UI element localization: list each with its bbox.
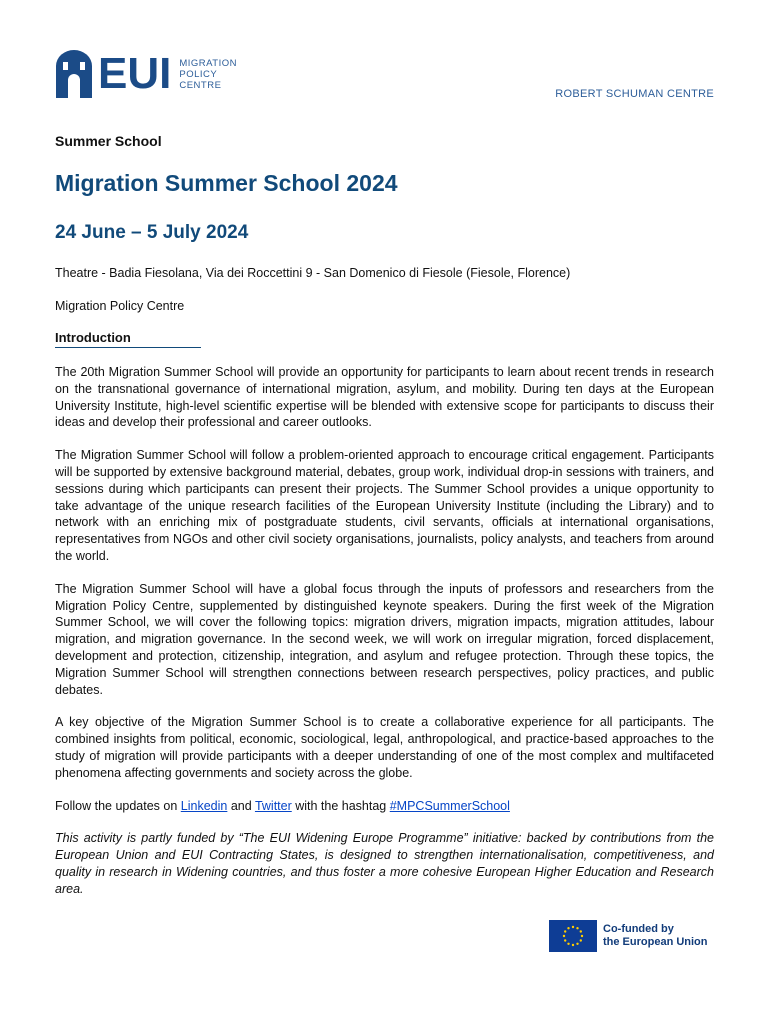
paragraph: A key objective of the Migration Summer School is to create a collaborative experience for all participants. The combined insights from political, economic, sociological, legal, anthropological, and practice-based approaches to the study of migration will provide participants with a deeper understanding of one of the most complex and multifaceted phenomena affecting governments and society across the globe. — [55, 715, 714, 780]
eui-logo — [54, 50, 237, 98]
eu-flag-icon — [549, 920, 597, 952]
eu-star-icon — [564, 930, 566, 932]
event-organiser: Migration Policy Centre — [55, 299, 185, 313]
paragraph: The Migration Summer School will follow a problem-oriented approach to encourage critical engagement. Participants will be supported by extensive background material, debates, group work, individual drop-in sessions with trainers, and sessions during which participants can present their projects. The Summer School provides a unique opportunity to take advantage of the unique research facilities of the European University Institute (including the Library) and to network with an enriching mix of postgraduate students, civil servants, officials at international organisations, representatives from NGOs and other civil society organisations, journalists, policy analysts, and teachers from around the world. — [55, 448, 714, 563]
eu-star-icon — [580, 939, 582, 941]
eu-star-icon — [567, 943, 569, 945]
linkedin-link[interactable]: Linkedin — [180, 798, 228, 813]
follow-prefix: Follow the updates on — [55, 798, 181, 813]
event-venue: Theatre - Badia Fiesolana, Via dei Roccettini 9 - San Domenico di Fiesole (Fiesole, Florence) — [55, 266, 571, 280]
eu-star-icon — [564, 939, 566, 941]
eu-star-icon — [581, 935, 583, 937]
eu-star-icon — [576, 927, 578, 929]
introduction-heading: Introduction — [55, 330, 201, 348]
logo-subtitle-line: POLICY — [179, 68, 218, 80]
eu-badge-line: Co-funded by — [603, 923, 674, 935]
robert-schuman-centre-label: ROBERT SCHUMAN CENTRE — [555, 88, 714, 100]
logo-text: EUI — [98, 49, 172, 98]
eu-star-icon — [580, 930, 582, 932]
eyebrow-label: Summer School — [55, 133, 162, 149]
eu-cofunded-badge — [549, 920, 708, 952]
funding-note: This activity is partly funded by “The EUI Widening Europe Programme” initiative: backed by contributions from the European Union and EUI Contracting States, is designed to strengthen internationalisation, competitiveness, and quality in research in Widening countries, and thus foster a more cohesive European Higher Education and Research area. — [55, 831, 714, 896]
eu-badge-text — [603, 923, 708, 949]
follow-updates — [55, 798, 714, 815]
hashtag-link[interactable]: #MPCSummerSchool — [389, 798, 510, 813]
follow-and: and — [227, 798, 255, 813]
page-title: Migration Summer School 2024 — [55, 170, 398, 196]
eu-star-icon — [576, 943, 578, 945]
eu-star-icon — [572, 926, 574, 928]
follow-middle: with the hashtag — [291, 798, 390, 813]
eu-badge-line: the European Union — [603, 936, 708, 948]
event-dates: 24 June – 5 July 2024 — [55, 222, 249, 243]
body-text — [55, 364, 714, 914]
eui-building-icon — [54, 50, 94, 98]
logo-subtitle-line: MIGRATION — [179, 57, 237, 69]
logo-subtitle-line: CENTRE — [179, 79, 222, 91]
eu-star-icon — [567, 927, 569, 929]
eu-star-icon — [572, 944, 574, 946]
twitter-link[interactable]: Twitter — [254, 798, 292, 813]
eu-star-icon — [563, 935, 565, 937]
paragraph: The 20th Migration Summer School will provide an opportunity for participants to learn about recent trends in research on the transnational governance of international migration, asylum, and mobility. During ten days at the European University Institute, high-level scientific expertise will be blended with extensive scope for participants to discuss their ideas and develop their professional and career outlooks. — [55, 365, 714, 430]
paragraph: The Migration Summer School will have a global focus through the inputs of professors and researchers from the Migration Policy Centre, supplemented by distinguished keynote speakers. During the first week of the Migration Summer School, we will cover the following topics: migration drivers, migration impacts, migration attitudes, labour migration, and migration governance. In the second week, we will work on irregular migration, forced displacement, development and protection, citizenship, integration, and asylum and refugee protection. Through these topics, the Migration Summer School will strengthen connections between research perspectives, policy practices, and public debates. — [55, 581, 714, 697]
logo-subtitle — [179, 58, 237, 91]
